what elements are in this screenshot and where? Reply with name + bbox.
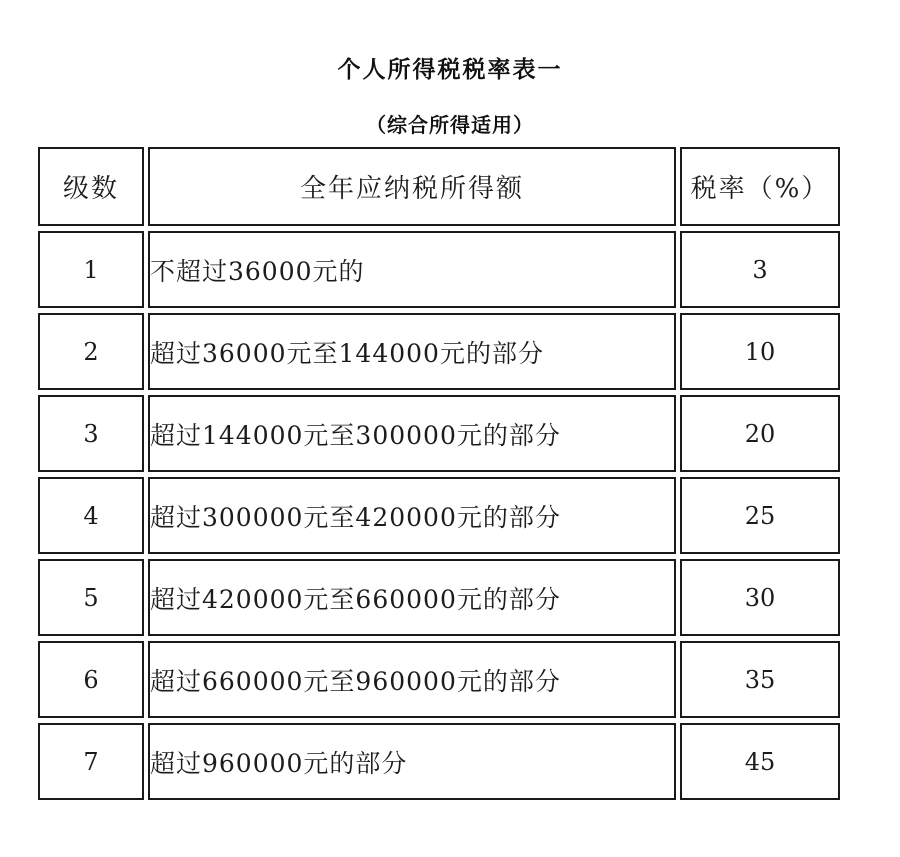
level-cell: 5 — [38, 559, 144, 636]
table-row — [38, 641, 840, 718]
table-row — [38, 723, 840, 800]
income-column-header: 全年应纳税所得额 — [148, 147, 676, 226]
income-cell: 不超过36000元的 — [148, 231, 676, 308]
table-row — [38, 231, 840, 308]
income-cell: 超过36000元至144000元的部分 — [148, 313, 676, 390]
income-cell: 超过420000元至660000元的部分 — [148, 559, 676, 636]
level-cell: 6 — [38, 641, 144, 718]
rate-cell: 30 — [680, 559, 840, 636]
table-row — [38, 395, 840, 472]
header-row — [38, 147, 840, 226]
tax-rate-table — [34, 142, 844, 805]
level-column-header: 级数 — [38, 147, 144, 226]
level-cell: 7 — [38, 723, 144, 800]
level-cell: 2 — [38, 313, 144, 390]
table-row — [38, 559, 840, 636]
table-row — [38, 313, 840, 390]
income-cell: 超过660000元至960000元的部分 — [148, 641, 676, 718]
rate-column-header: 税率（%） — [680, 147, 840, 226]
rate-cell: 3 — [680, 231, 840, 308]
rate-cell: 25 — [680, 477, 840, 554]
income-cell: 超过144000元至300000元的部分 — [148, 395, 676, 472]
rate-cell: 35 — [680, 641, 840, 718]
income-cell: 超过300000元至420000元的部分 — [148, 477, 676, 554]
rate-cell: 10 — [680, 313, 840, 390]
rate-cell: 20 — [680, 395, 840, 472]
level-cell: 3 — [38, 395, 144, 472]
table-row — [38, 477, 840, 554]
income-cell: 超过960000元的部分 — [148, 723, 676, 800]
page-title: 个人所得税税率表一 — [337, 57, 563, 83]
level-cell: 1 — [38, 231, 144, 308]
rate-cell: 45 — [680, 723, 840, 800]
page-subtitle: （综合所得适用） — [366, 113, 534, 138]
level-cell: 4 — [38, 477, 144, 554]
